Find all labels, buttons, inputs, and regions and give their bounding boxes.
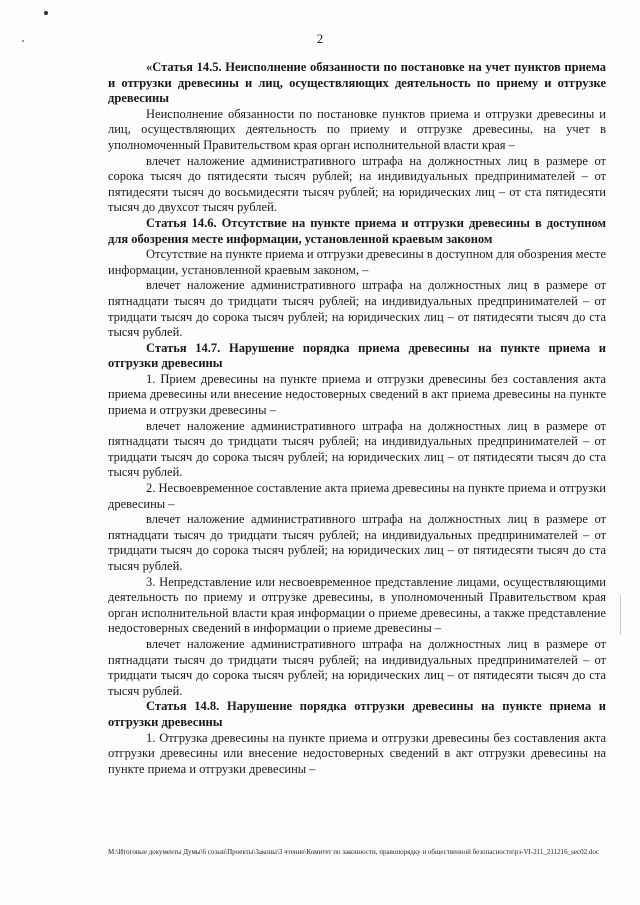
footer-file-path: М:\Итоговые документы Думы\6 созыв\Проекты\Законы\3 чтение\Комитет по законности, правопорядку и общественной безопасности\рз-VI-211_211216_sec02.doc (108, 848, 599, 856)
body-paragraph: влечет наложение административного штрафа на должностных лиц в размере от пятнадцати тысяч до тридцати тысяч рублей; на индивидуальных предпринимателей – от тридцати тысяч до сорока тысяч рублей; на юридических лиц – от пятидесяти тысяч до ста тысяч рублей. (108, 278, 606, 340)
body-paragraph: 3. Непредставление или несвоевременное представление лицами, осуществляющими деятельность по приему и отгрузке древесины, в уполномоченный Правительством края орган исполнительной власти края информации о приеме древесины, а также представление недостоверных сведений в информации о приеме древесины – (108, 574, 606, 636)
body-paragraph: влечет наложение административного штрафа на должностных лиц в размере от пятнадцати тысяч до тридцати тысяч рублей; на индивидуальных предпринимателей – от тридцати тысяч до сорока тысяч рублей; на юридических лиц – от пятидесяти тысяч до ста тысяч рублей. (108, 418, 606, 480)
article-heading: Статья 14.6. Отсутствие на пункте приема и отгрузки древесины в доступном для обозрения месте информации, установленной краевым законом (108, 215, 606, 246)
body-paragraph: Неисполнение обязанности по постановке пунктов приема и отгрузки древесины и лиц, осуществляющих деятельность по приему и отгрузке древесины, на учет в уполномоченный Правительством края орган исполнительной власти края – (108, 106, 606, 152)
document-body (108, 60, 606, 777)
body-paragraph: Отсутствие на пункте приема и отгрузки древесины в доступном для обозрения месте информации, установленной краевым законом, – (108, 247, 606, 277)
scan-dot (44, 11, 48, 15)
body-paragraph: 1. Прием древесины на пункте приема и отгрузки древесины без составления акта приема древесины или внесение недостоверных сведений в акт приема древесины на пункте приема и отгрузки древесины – (108, 371, 606, 418)
scan-margin-line (620, 595, 621, 635)
article-heading: Статья 14.8. Нарушение порядка отгрузки древесины на пункте приема и отгрузки древесины (108, 699, 606, 729)
body-paragraph: 1. Отгрузка древесины на пункте приема и отгрузки древесины без составления акта отгрузки древесины или внесение недостоверных сведений в акт отгрузки древесины на пункте приема и отгрузки древесины – (108, 730, 606, 776)
article-heading: Статья 14.7. Нарушение порядка приема древесины на пункте приема и отгрузки древесины (108, 340, 606, 371)
body-paragraph: 2. Несвоевременное составление акта приема древесины на пункте приема и отгрузки древесины – (108, 481, 606, 511)
article-heading: «Статья 14.5. Неисполнение обязанности по постановке на учет пунктов приема и отгрузки древесины и лиц, осуществляющих деятельность по приему и отгрузке древесины (108, 60, 606, 106)
body-paragraph: влечет наложение административного штрафа на должностных лиц в размере от пятнадцати тысяч до тридцати тысяч рублей; на индивидуальных предпринимателей – от тридцати тысяч до сорока тысяч рублей; на юридических лиц – от пятидесяти тысяч до ста тысяч рублей. (108, 636, 606, 698)
page-number: 2 (316, 31, 324, 46)
body-paragraph: влечет наложение административного штрафа на должностных лиц в размере от сорока тысяч до пятидесяти тысяч рублей; на индивидуальных предпринимателей – от пятидесяти тысяч до восьмидесяти тысяч рублей; на юридических лиц – от ста пятидесяти тысяч до двухсот тысяч рублей. (108, 153, 606, 215)
body-paragraph: влечет наложение административного штрафа на должностных лиц в размере от пятнадцати тысяч до тридцати тысяч рублей; на индивидуальных предпринимателей – от тридцати тысяч до сорока тысяч рублей; на юридических лиц – от пятидесяти тысяч до ста тысяч рублей. (108, 512, 606, 573)
